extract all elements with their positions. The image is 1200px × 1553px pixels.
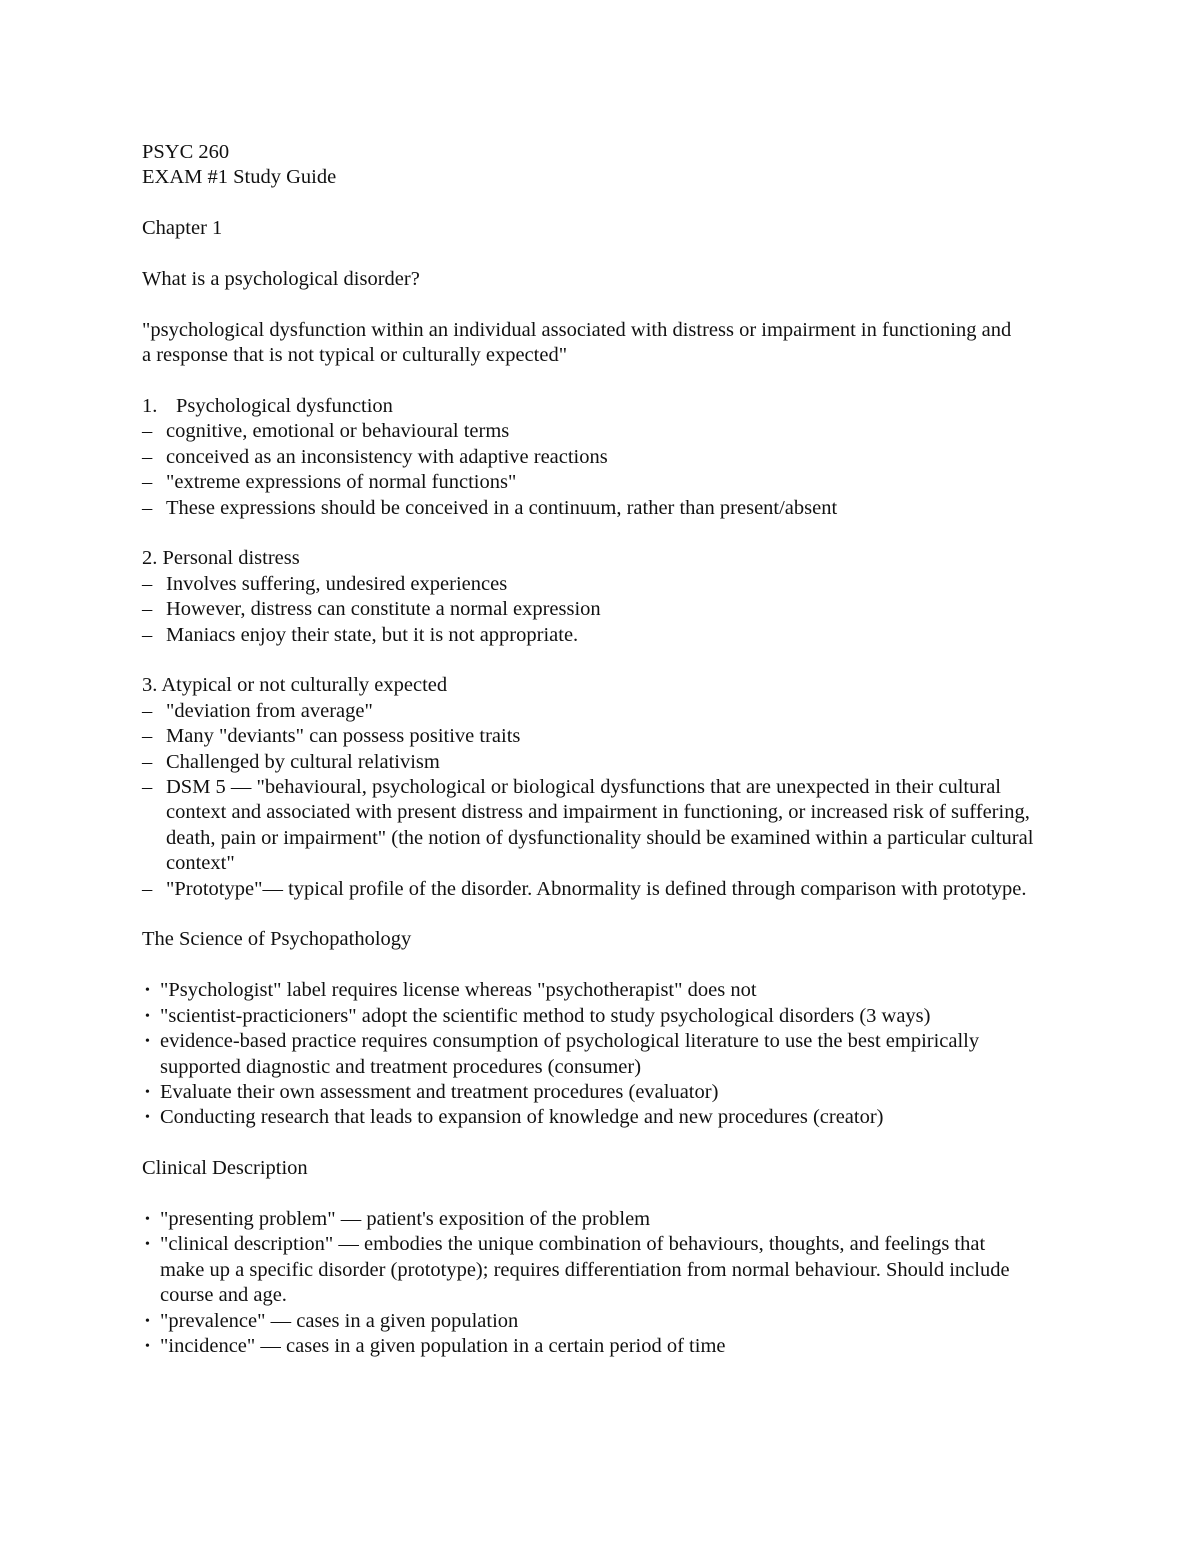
list-item [142,699,1082,724]
bullet-mark: • [145,1084,150,1100]
list-item [142,877,1082,902]
list-item [142,470,1082,495]
bullet-mark: • [145,983,150,999]
dash-mark: – [142,725,153,748]
definition-paragraph [142,318,1082,369]
dash-mark: – [142,471,153,494]
list-item [142,1309,1082,1334]
list-item-text: Maniacs enjoy their state, but it is not appropriate. [166,623,579,646]
course-code: PSYC 260 [142,141,230,163]
list-item-text: Challenged by cultural relativism [166,750,440,773]
document-page [142,140,1082,1359]
list-item-text: "extreme expressions of normal functions" [166,471,517,494]
section-1-heading [142,394,1082,419]
list-item-text: Conducting research that leads to expansion of knowledge and new procedures (creator) [160,1106,884,1129]
list-item-text: "Psychologist" label requires license whereas "psychotherapist" does not [160,979,757,1002]
bullet-mark: • [145,1034,150,1050]
list-item [142,1029,1082,1080]
bullet-mark: • [145,1008,150,1024]
list-item [142,419,1082,444]
dash-mark: – [142,776,153,799]
bullet-mark: • [145,1313,150,1329]
bullet-mark: • [145,1338,150,1354]
section-1-title: Psychological dysfunction [176,395,393,417]
science-heading: The Science of Psychopathology [142,928,412,951]
list-item-text: "prevalence" — cases in a given population [160,1309,519,1332]
chapter-heading: Chapter 1 [142,217,223,240]
dash-mark: – [142,750,153,773]
list-item-text: "scientist-practicioners" adopt the scientific method to study psychological disorders (3 ways) [160,1004,931,1027]
list-item [142,1207,1082,1232]
section-2-heading: 2. Personal distress [142,547,300,570]
definition-text: "psychological dysfunction within an individual associated with distress or impairment in functioning and a response that is not typical or culturally expected" [142,318,1012,367]
clinical-heading: Clinical Description [142,1157,308,1180]
document-title: EXAM #1 Study Guide [142,166,337,189]
dash-mark: – [142,420,153,443]
list-item [142,623,1082,648]
list-item-text: "Prototype"— typical profile of the disorder. Abnormality is defined through comparison with prototype. [166,877,1027,900]
dash-mark: – [142,877,153,900]
list-item-text: Evaluate their own assessment and treatment procedures (evaluator) [160,1080,719,1103]
list-item [142,445,1082,470]
dash-mark: – [142,699,153,722]
dash-mark: – [142,496,153,519]
dash-mark: – [142,623,153,646]
list-item-text: These expressions should be conceived in a continuum, rather than present/absent [166,496,838,519]
section-3-heading: 3. Atypical or not culturally expected [142,674,448,697]
list-item [142,572,1082,597]
list-item [142,1105,1082,1130]
list-item-text: DSM 5 — "behavioural, psychological or biological dysfunctions that are unexpected in their cultural context and associated with present distress and impairment in functioning, or increased risk of suffering, death, pain or impairment" (the notion of dysfunctionality should be examined within a particular cultural context" [166,776,1034,875]
dash-mark: – [142,572,153,595]
list-item-text: evidence-based practice requires consumption of psychological literature to use the best empirically supported diagnostic and treatment procedures (consumer) [160,1030,980,1078]
list-item [142,750,1082,775]
section-1-number: 1. [142,395,158,417]
list-item [142,1334,1082,1359]
list-item [142,724,1082,749]
list-item-text: "clinical description" — embodies the unique combination of behaviours, thoughts, and feelings that make up a specific disorder (prototype); requires differentiation from normal behaviour. Should include course and age. [160,1233,1010,1307]
list-item [142,1004,1082,1029]
question-text: What is a psychological disorder? [142,268,420,290]
bullet-mark: • [145,1110,150,1126]
dash-mark: – [142,445,153,468]
list-item [142,496,1082,521]
list-item [142,775,1082,877]
dash-mark: – [142,598,153,621]
bullet-mark: • [145,1237,150,1253]
list-item [142,978,1082,1003]
list-item [142,1080,1082,1105]
list-item-text: "presenting problem" — patient's exposition of the problem [160,1207,651,1230]
list-item [142,1232,1082,1308]
list-item-text: conceived as an inconsistency with adaptive reactions [166,445,608,468]
list-item-text: "incidence" — cases in a given population in a certain period of time [160,1334,726,1357]
list-item-text: cognitive, emotional or behavioural terms [166,420,510,443]
list-item-text: Involves suffering, undesired experiences [166,572,508,595]
list-item-text: "deviation from average" [166,699,373,722]
list-item-text: However, distress can constitute a normal expression [166,598,601,621]
list-item-text: Many "deviants" can possess positive traits [166,725,521,748]
list-item [142,597,1082,622]
bullet-mark: • [145,1211,150,1227]
